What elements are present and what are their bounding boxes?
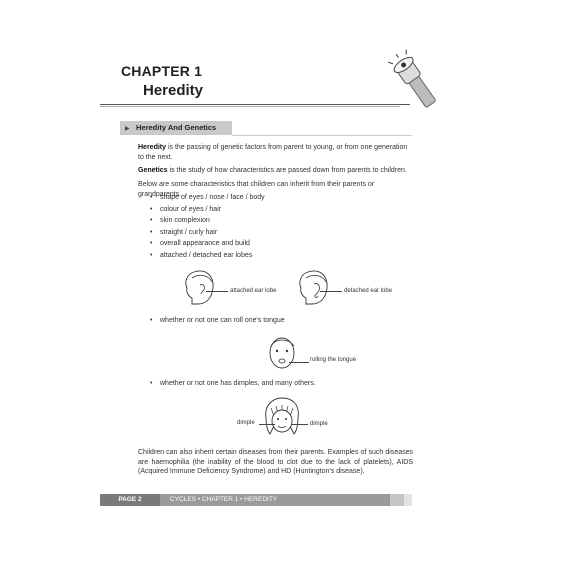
chapter-label: CHAPTER 1 [121,63,203,79]
tongue-rolling-illustration [266,336,300,372]
header-rule-secondary [100,106,400,107]
list-item: • colour of eyes / hair [150,204,265,216]
genetics-definition: is the study of how characteristics are passed down from parents to children. [167,167,407,174]
heredity-term: Heredity [138,144,167,151]
genetics-term: Genetics [138,167,168,174]
dimple-right-pointer [292,424,308,425]
flashlight-icon [388,42,458,112]
dimple-girl-illustration [262,398,302,438]
list-item: • shape of eyes / nose / face / body [150,192,265,204]
intro-paragraph: Below are some characteristics that children can inherit from their parents or grandparents. [138,181,375,198]
header-rule [100,104,410,105]
footer-accent [404,494,412,506]
list-item: • overall appearance and build [150,238,265,250]
diseases-paragraph: Children can also inherit certain diseases from their parents. Examples of such diseases are haemophilia (the inability of the blood to clot due to the lack of platelets), AIDS (Acquired Immune Deficiency Syndrome) and HD (Huntington's disease). [138,449,413,475]
characteristics-list [150,192,265,261]
list-item: • attached / detached ear lobes [150,250,265,262]
genetics-paragraph [138,166,413,176]
footer-accent [390,494,404,506]
detached-ear-lobe-illustration [294,268,334,308]
section-title: Heredity And Genetics [136,123,217,132]
section-header [120,121,232,135]
list-item: • whether or not one has dimples, and many others. [150,380,316,387]
chapter-title: Heredity [143,82,204,99]
section-rule [232,135,412,136]
tongue-label: rolling the tongue [310,357,357,363]
list-item: • whether or not one can roll one's tongue [150,317,285,324]
list-item: • skin complexion [150,215,265,227]
attached-ear-lobe-label: attached ear lobe [230,288,277,294]
attached-ear-lobe-illustration [180,268,220,308]
page-number: PAGE 2 [100,494,160,506]
section-bullet-icon: ▶ [125,126,130,132]
dimple-right-label: dimple [310,421,328,427]
breadcrumb: CYCLES • CHAPTER 1 • HEREDITY [170,496,278,503]
detached-pointer [320,291,342,292]
dimple-left-pointer [259,424,275,425]
dimple-left-label: dimple [237,420,255,426]
page-footer [100,494,390,506]
heredity-paragraph [138,143,413,162]
heredity-definition: is the passing of genetic factors from parent to young, or from one generation to the next. [138,144,408,161]
tongue-pointer [289,362,309,363]
list-item: • straight / curly hair [150,227,265,239]
attached-pointer [206,291,228,292]
detached-ear-lobe-label: detached ear lobe [344,288,393,294]
